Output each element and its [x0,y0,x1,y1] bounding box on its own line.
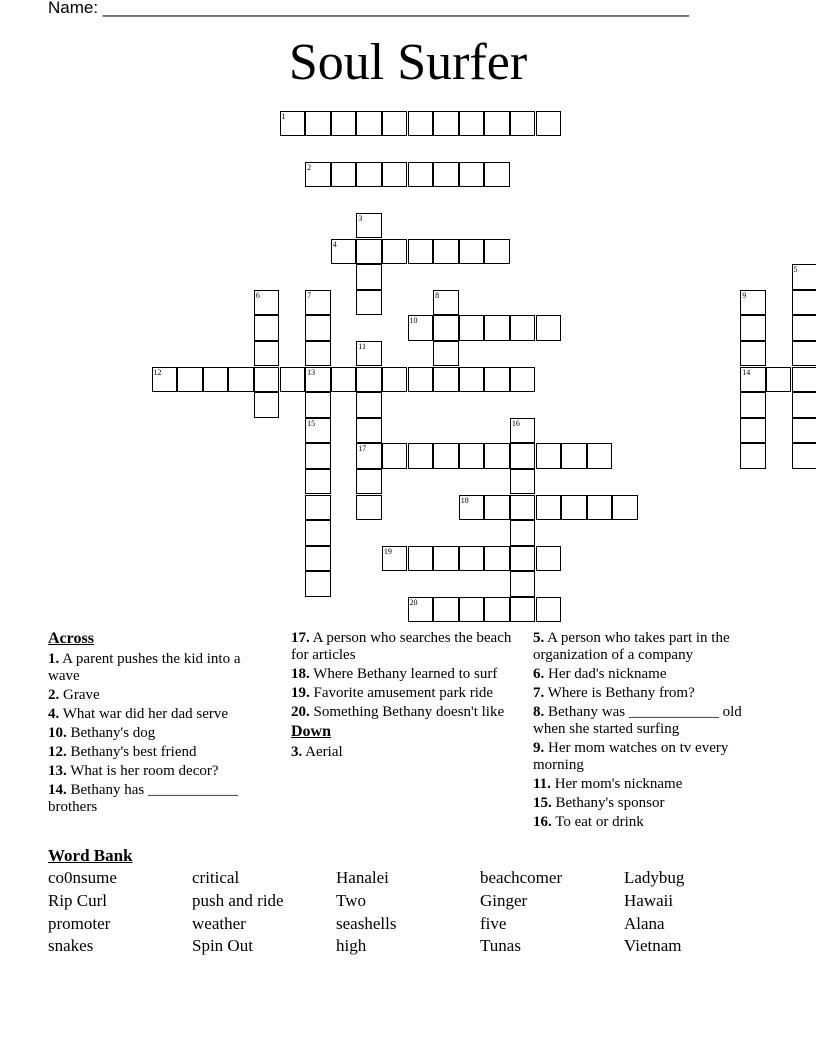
clues-column-2 [291,630,513,763]
clue-item-number: 20. [291,704,310,720]
clue-item-text: A person who takes part in the organization of a company [533,630,730,663]
grid-cell[interactable] [356,213,382,239]
grid-cell[interactable] [254,315,280,341]
grid-cell[interactable] [408,597,434,623]
clue-item-text: Something Bethany doesn't like [309,704,505,720]
grid-cell[interactable] [484,597,510,623]
clue-item-text: Where is Bethany from? [544,685,695,701]
grid-cell[interactable] [740,367,766,393]
word-bank-word: co0nsume [48,868,117,887]
grid-cell[interactable] [408,162,434,188]
grid-cell[interactable] [433,162,459,188]
grid-cell[interactable] [792,418,816,444]
grid-cell[interactable] [484,443,510,469]
grid-cell[interactable] [356,341,382,367]
grid-cell[interactable] [510,520,536,546]
clue-number: 17 [358,444,367,454]
word-bank-word: seashells [336,913,397,933]
grid-cell[interactable] [433,546,459,572]
grid-cell[interactable] [740,341,766,367]
grid-cell[interactable] [203,367,229,393]
clue-number: 14 [742,367,751,377]
across-heading: Across [48,630,94,647]
grid-cell[interactable] [356,392,382,418]
grid-cell[interactable] [177,367,203,393]
clue-number: 18 [460,495,469,505]
grid-cell[interactable] [536,495,562,521]
grid-cell[interactable] [459,367,485,393]
grid-cell[interactable] [305,111,331,137]
clue-item-text: Her dad's nickname [544,666,667,682]
grid-cell[interactable] [382,546,408,572]
grid-cell[interactable] [382,443,408,469]
clue-item-number: 12. [48,744,67,760]
clue-item-text: Bethany has ____________ brothers [48,782,238,815]
grid-cell[interactable] [510,111,536,137]
grid-cell[interactable] [510,315,536,341]
grid-cell[interactable] [459,443,485,469]
clue-number: 10 [409,316,418,326]
grid-cell[interactable] [382,162,408,188]
word-bank-word: Alana [624,913,665,933]
clue-item-text: Bethany was ____________ old when she started surfing [533,704,742,737]
grid-cell[interactable] [484,111,510,137]
word-bank-word: critical [192,868,240,887]
clue-item-text: Her mom's nickname [550,776,683,792]
grid-cell[interactable] [305,290,331,316]
clue-number: 12 [153,367,162,377]
grid-cell[interactable] [536,443,562,469]
clue-item-text: What is her room decor? [66,763,219,779]
grid-cell[interactable] [740,315,766,341]
word-bank-word: Ginger [480,890,528,910]
grid-cell[interactable] [356,469,382,495]
clue-item-text: To eat or drink [551,814,644,830]
word-bank-word: Hawaii [624,890,674,910]
word-bank-word: Tunas [480,936,521,956]
grid-cell[interactable] [459,546,485,572]
clue-item [291,666,513,683]
clue-item [291,704,513,721]
grid-cell[interactable] [408,367,434,393]
grid-cell[interactable] [408,239,434,265]
grid-cell[interactable] [356,443,382,469]
grid-cell[interactable] [459,495,485,521]
clue-item [291,744,513,761]
grid-cell[interactable] [331,162,357,188]
grid-cell[interactable] [305,495,331,521]
word-bank-word: promoter [48,913,111,933]
clue-item-number: 1. [48,651,60,667]
word-bank-word: Spin Out [192,936,253,956]
clue-item [48,744,270,761]
word-bank-word: five [480,913,507,933]
grid-cell[interactable] [792,290,816,316]
grid-cell[interactable] [536,597,562,623]
grid-cell[interactable] [433,367,459,393]
clue-item-number: 4. [48,706,60,722]
clue-item-number: 16. [533,814,552,830]
clue-item-number: 19. [291,685,310,701]
clue-item [533,795,758,812]
grid-cell[interactable] [305,571,331,597]
down-clue-list-continued [533,630,758,831]
clue-item-text: Bethany's sponsor [551,795,665,811]
clue-item [533,666,758,683]
grid-cell[interactable] [792,315,816,341]
grid-cell[interactable] [305,341,331,367]
grid-cell[interactable] [356,495,382,521]
word-bank-word: push and ride [192,890,284,910]
clue-item-text: What war did her dad serve [59,706,229,722]
word-bank-word: weather [192,913,246,933]
grid-cell[interactable] [484,315,510,341]
name-field-label: Name: ______________________________________________________________ [48,0,689,17]
clue-number: 6 [255,290,260,300]
grid-cell[interactable] [459,239,485,265]
clue-item [48,706,270,723]
grid-cell[interactable] [587,495,613,521]
clue-item [533,685,758,702]
grid-cell[interactable] [740,392,766,418]
clue-item-text: Bethany's best friend [66,744,197,760]
clue-item-number: 10. [48,725,67,741]
grid-cell[interactable] [612,495,638,521]
word-bank-word: high [336,936,367,956]
grid-cell[interactable] [356,239,382,265]
clue-item-number: 17. [291,630,310,646]
grid-cell[interactable] [305,546,331,572]
word-bank-word: Rip Curl [48,890,108,910]
grid-cell[interactable] [510,546,536,572]
clue-number: 5 [793,265,798,275]
across-clue-list-continued [291,630,513,721]
grid-cell[interactable] [536,315,562,341]
clue-number: 3 [358,213,363,223]
clue-item-text: Aerial [302,744,343,760]
clue-number: 7 [307,290,312,300]
grid-cell[interactable] [382,367,408,393]
grid-cell[interactable] [408,546,434,572]
down-clue-list [291,744,513,761]
word-bank [48,868,768,957]
grid-cell[interactable] [152,367,178,393]
clue-item-number: 3. [291,744,303,760]
grid-cell[interactable] [792,392,816,418]
clue-item-number: 15. [533,795,552,811]
word-bank-word: Two [336,890,366,910]
down-heading: Down [291,723,332,740]
clue-item [48,763,270,780]
clue-item-number: 13. [48,763,67,779]
grid-cell[interactable] [433,239,459,265]
clue-item [48,651,270,685]
clue-item [533,814,758,831]
word-bank-word: Vietnam [624,936,682,956]
grid-cell[interactable] [510,367,536,393]
clue-number: 16 [511,418,520,428]
grid-cell[interactable] [433,290,459,316]
clue-item-number: 7. [533,685,545,701]
grid-cell[interactable] [484,546,510,572]
grid-cell[interactable] [356,264,382,290]
word-bank-word: beachcomer [480,868,563,887]
clue-number: 1 [281,111,286,121]
grid-cell[interactable] [484,367,510,393]
across-clue-list [48,651,270,816]
grid-cell[interactable] [305,162,331,188]
clue-item-number: 9. [533,740,545,756]
grid-cell[interactable] [408,443,434,469]
clue-item [291,685,513,702]
word-bank-word: snakes [48,936,94,956]
grid-cell[interactable] [356,367,382,393]
grid-cell[interactable] [382,111,408,137]
grid-cell[interactable] [280,367,306,393]
grid-cell[interactable] [433,315,459,341]
grid-cell[interactable] [331,111,357,137]
grid-cell[interactable] [792,367,816,393]
grid-cell[interactable] [484,239,510,265]
clue-item-text: Where Bethany learned to surf [309,666,498,682]
grid-cell[interactable] [792,341,816,367]
clue-number: 4 [332,239,337,249]
clue-item-number: 11. [533,776,551,792]
grid-cell[interactable] [305,392,331,418]
word-bank-word: Hanalei [336,868,389,887]
puzzle-title: Soul Surfer [288,34,528,91]
grid-cell[interactable] [740,443,766,469]
grid-cell[interactable] [280,111,306,137]
grid-cell[interactable] [382,239,408,265]
grid-cell[interactable] [766,367,792,393]
grid-cell[interactable] [433,443,459,469]
clue-number: 19 [383,546,392,556]
clue-number: 15 [307,418,316,428]
grid-cell[interactable] [459,162,485,188]
grid-cell[interactable] [740,290,766,316]
grid-cell[interactable] [433,341,459,367]
grid-cell[interactable] [356,290,382,316]
clue-item-text: Favorite amusement park ride [309,685,494,701]
clue-item-text: Grave [59,687,100,703]
grid-cell[interactable] [356,162,382,188]
clue-item-number: 14. [48,782,67,798]
clues-column-3 [533,630,758,833]
grid-cell[interactable] [305,367,331,393]
grid-cell[interactable] [305,418,331,444]
clue-item-number: 5. [533,630,545,646]
clues-column-1 [48,630,270,818]
clue-number: 13 [307,367,316,377]
grid-cell[interactable] [228,367,254,393]
clue-item [48,782,270,816]
grid-cell[interactable] [254,290,280,316]
grid-cell[interactable] [561,495,587,521]
grid-cell[interactable] [356,111,382,137]
grid-cell[interactable] [305,315,331,341]
word-bank-word: Ladybug [624,868,685,887]
grid-cell[interactable] [459,111,485,137]
clue-item-number: 18. [291,666,310,682]
grid-cell[interactable] [331,239,357,265]
grid-cell[interactable] [408,111,434,137]
grid-cell[interactable] [331,367,357,393]
clue-number: 2 [307,162,312,172]
grid-cell[interactable] [459,315,485,341]
grid-cell[interactable] [792,264,816,290]
grid-cell[interactable] [510,597,536,623]
grid-cell[interactable] [536,111,562,137]
grid-cell[interactable] [459,597,485,623]
clue-item-number: 8. [533,704,545,720]
grid-cell[interactable] [254,341,280,367]
grid-cell[interactable] [510,495,536,521]
grid-cell[interactable] [510,418,536,444]
clue-item-text: A person who searches the beach for articles [291,630,512,663]
clue-number: 11 [358,341,366,351]
grid-cell[interactable] [305,469,331,495]
grid-cell[interactable] [305,443,331,469]
grid-cell[interactable] [356,418,382,444]
grid-cell[interactable] [254,392,280,418]
grid-cell[interactable] [510,571,536,597]
grid-cell[interactable] [484,495,510,521]
clue-item-text: Her mom watches on tv every morning [533,740,729,773]
word-bank-title: Word Bank [48,846,133,865]
clue-item-number: 6. [533,666,545,682]
grid-cell[interactable] [433,597,459,623]
grid-cell[interactable] [792,443,816,469]
grid-cell[interactable] [510,443,536,469]
clue-item-text: Bethany's dog [66,725,156,741]
grid-cell[interactable] [484,162,510,188]
grid-cell[interactable] [561,443,587,469]
grid-cell[interactable] [408,315,434,341]
grid-cell[interactable] [536,546,562,572]
grid-cell[interactable] [510,469,536,495]
grid-cell[interactable] [254,367,280,393]
clue-item [533,740,758,774]
clue-item [48,687,270,704]
clue-item-text: A parent pushes the kid into a wave [48,651,241,684]
grid-cell[interactable] [587,443,613,469]
clue-item [533,704,758,738]
clue-item-number: 2. [48,687,60,703]
clue-number: 8 [435,290,440,300]
clue-number: 9 [742,290,747,300]
clue-item [533,630,758,664]
clue-item [291,630,513,664]
clue-item [48,725,270,742]
grid-cell[interactable] [433,111,459,137]
grid-cell[interactable] [305,520,331,546]
clue-number: 20 [409,597,418,607]
grid-cell[interactable] [740,418,766,444]
clue-item [533,776,758,793]
